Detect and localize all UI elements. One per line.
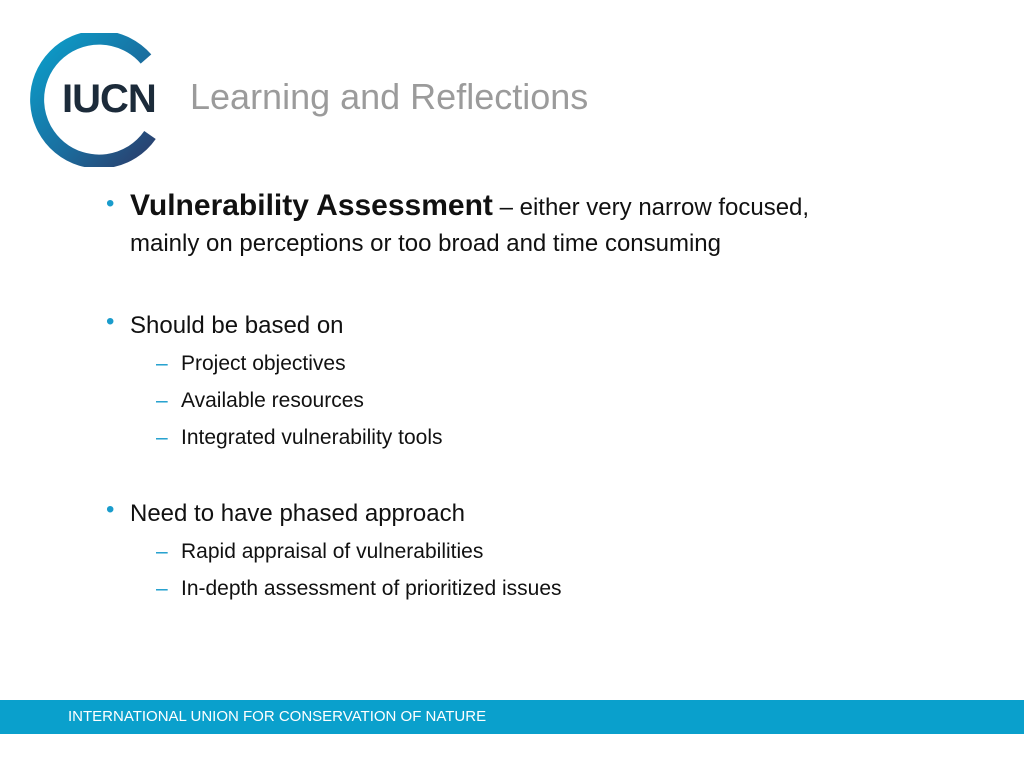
bullet-text: Should be based on <box>130 312 344 339</box>
bullet-dot: • <box>106 190 115 217</box>
dash-icon: – <box>156 352 168 375</box>
dash-icon: – <box>156 540 168 563</box>
sub-item: – Integrated vulnerability tools <box>156 423 443 453</box>
bullet-lead-text: Vulnerability Assessment <box>130 189 493 222</box>
bullet-text: Need to have phased approach <box>130 500 465 527</box>
sub-item: – Rapid appraisal of vulnerabilities <box>156 537 483 567</box>
iucn-logo-text: IUCN <box>62 77 156 121</box>
bullet-text-line1: – either very narrow focused, <box>492 194 810 221</box>
footer-text: INTERNATIONAL UNION FOR CONSERVATION OF NATURE <box>68 708 487 725</box>
bullet-dot: • <box>106 496 115 523</box>
sub-item: – Project objectives <box>156 349 346 379</box>
bullet-text-line2: mainly on perceptions or too broad and time consuming <box>130 230 721 257</box>
sub-item: – In-depth assessment of prioritized issues <box>156 574 562 604</box>
sub-item: – Available resources <box>156 386 364 416</box>
dash-icon: – <box>156 577 168 600</box>
dash-icon: – <box>156 389 168 412</box>
slide-title: Learning and Reflections <box>190 76 589 117</box>
dash-icon: – <box>156 426 168 449</box>
bullet-dot: • <box>106 308 115 335</box>
